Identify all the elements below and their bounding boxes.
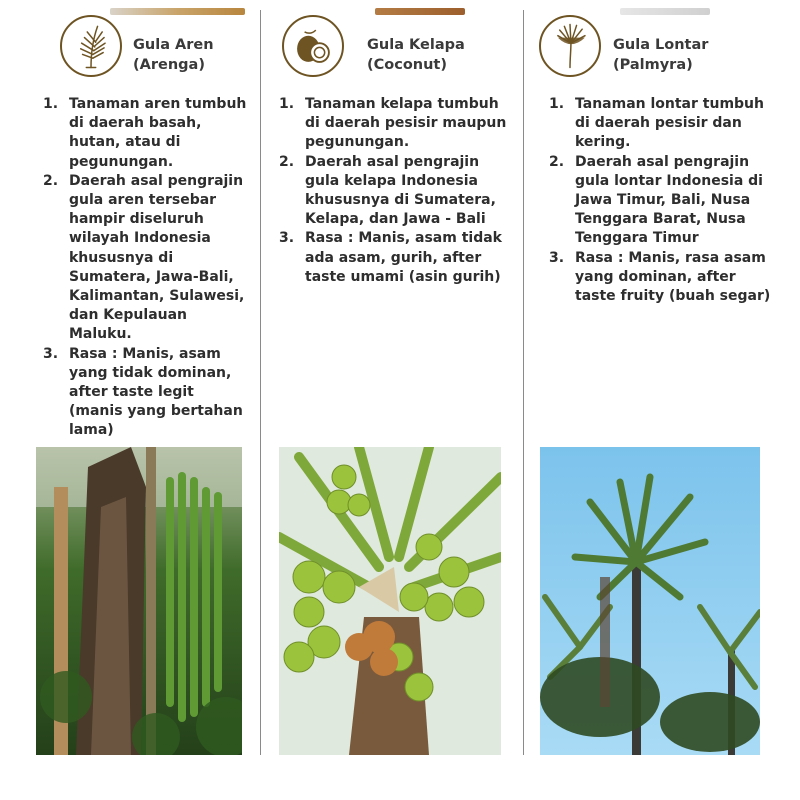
info-list	[43, 95, 248, 441]
plant-latin-name: (Palmyra)	[613, 57, 693, 73]
arenga-palm-icon	[60, 15, 122, 77]
column-gula-kelapa	[261, 0, 523, 800]
list-item: 2. Daerah asal pengrajin gula lontar Indonesia di Jawa Timur, Bali, Nusa Tenggara Barat, Nusa Tenggara Timur	[549, 153, 763, 247]
palmyra-tree-photo	[540, 447, 760, 755]
list-item: 2. Daerah asal pengrajin gula kelapa Indonesia khususnya di Sumatera, Kelapa, dan Jawa - Bali	[279, 153, 496, 228]
plant-latin-name: (Coconut)	[367, 57, 447, 73]
list-item: 2. Daerah asal pengrajin gula aren tersebar hampir diseluruh wilayah Indonesia khususnya di Sumatera, Jawa-Bali, Kalimantan, Sulawesi, dan Kepulauan Maluku.	[43, 172, 245, 343]
column-title	[133, 35, 214, 75]
plant-latin-name: (Arenga)	[133, 57, 205, 73]
column-gula-lontar	[524, 0, 800, 800]
list-item: 3. Rasa : Manis, asam yang tidak dominan, after taste legit (manis yang bertahan lama)	[43, 345, 243, 439]
column-title	[613, 35, 708, 75]
column-gula-aren	[0, 0, 260, 800]
arenga-palm-tree-photo	[36, 447, 242, 755]
list-item: 3. Rasa : Manis, rasa asam yang dominan, after taste fruity (buah segar)	[549, 249, 771, 305]
plant-name: Gula Aren	[133, 37, 214, 53]
plant-name: Gula Lontar	[613, 37, 709, 53]
list-item: 1. Tanaman kelapa tumbuh di daerah pesisir maupun pegunungan.	[279, 96, 507, 151]
plant-name: Gula Kelapa	[367, 37, 465, 53]
list-item: 1. Tanaman aren tumbuh di daerah basah, hutan, atau di pegunungan.	[43, 96, 247, 170]
coconut-tree-photo	[279, 447, 501, 755]
column-title	[367, 35, 465, 75]
list-item: 1. Tanaman lontar tumbuh di daerah pesisir dan kering.	[549, 96, 764, 151]
palmyra-palm-icon	[539, 15, 601, 77]
list-item: 3. Rasa : Manis, asam tidak ada asam, gurih, after taste umami (asin gurih)	[279, 230, 502, 285]
info-list	[549, 95, 771, 306]
coconut-icon	[282, 15, 344, 77]
info-list	[279, 95, 511, 287]
